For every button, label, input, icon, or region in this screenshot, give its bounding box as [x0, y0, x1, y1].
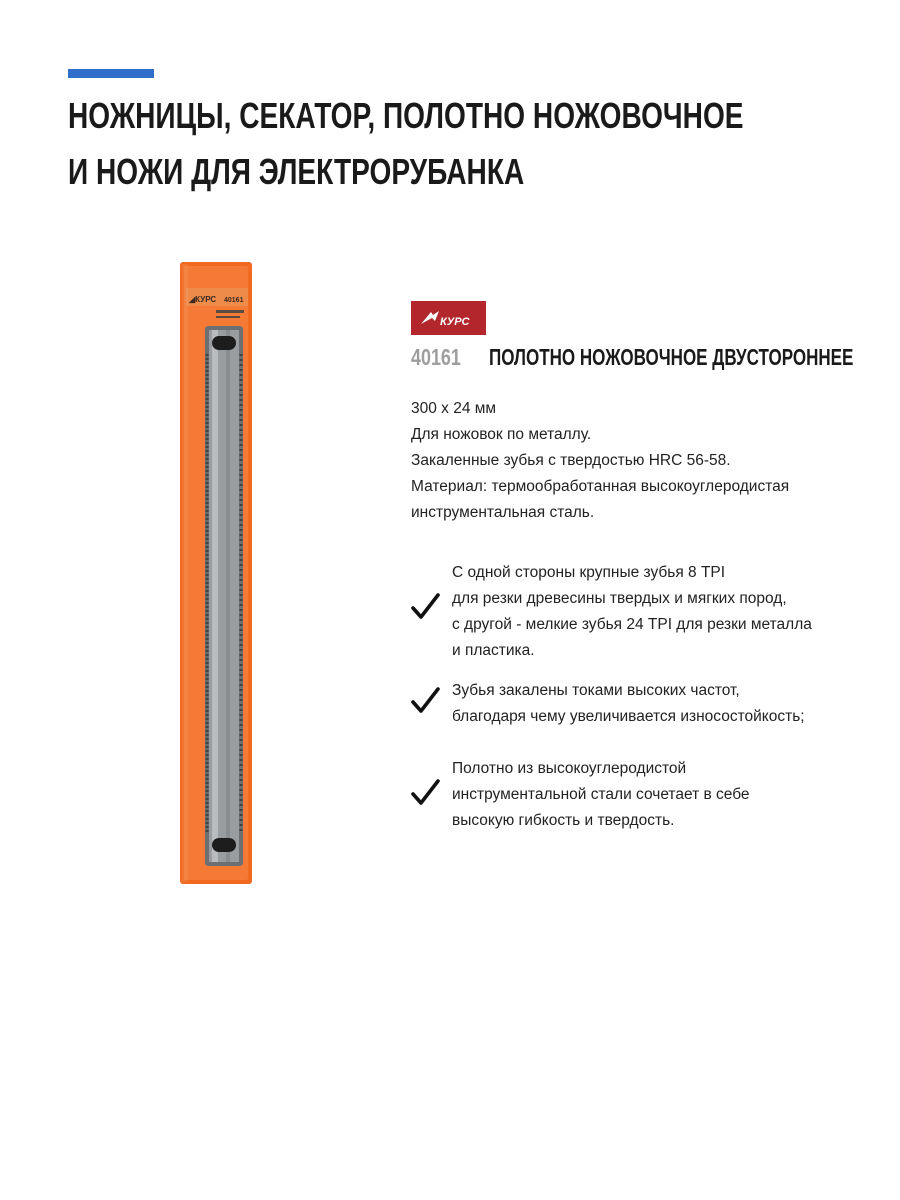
spec-line: Для ножовок по металлу. [411, 426, 592, 443]
page-title [68, 88, 744, 200]
checkmark-icon [410, 778, 440, 808]
feature-text-line: С одной стороны крупные зубья 8 TPI [452, 564, 726, 581]
feature-text-line: для резки древесины твердых и мягких пород, [452, 590, 787, 607]
product-header [411, 344, 900, 374]
feature-text-line: Зубья закалены токами высоких частот, [452, 682, 740, 699]
product-image [176, 258, 260, 888]
feature-text-line: с другой - мелкие зубья 24 TPI для резки металла [452, 616, 812, 633]
page-title-line-1: НОЖНИЦЫ, СЕКАТОР, ПОЛОТНО НОЖОВОЧНОЕ [68, 95, 744, 136]
product-code: 40161 [411, 344, 461, 370]
product-name: ПОЛОТНО НОЖОВОЧНОЕ ДВУСТОРОННЕЕ [489, 344, 854, 370]
feature-text-line: Полотно из высокоуглеродистой [452, 760, 687, 777]
package-logo: ◢КУРС [189, 295, 217, 304]
spec-line: 300 х 24 мм [411, 400, 497, 417]
package-code: 40161 [224, 297, 244, 304]
checkmark-icon [410, 686, 440, 716]
feature-text-line: благодаря чему увеличивается износостойкость; [452, 708, 805, 725]
checkmark-icon [410, 592, 440, 622]
brand-logo [411, 301, 486, 335]
page-title-line-2: И НОЖИ ДЛЯ ЭЛЕКТРОРУБАНКА [68, 151, 525, 192]
spec-line: Материал: термообработанная высокоуглеродистая [411, 478, 790, 495]
feature-text-line: высокую гибкость и твердость. [452, 812, 675, 829]
product-specs [411, 396, 881, 526]
brand-logo-text: КУРС [440, 316, 470, 328]
spec-line: инструментальная сталь. [411, 504, 595, 521]
feature-text-line: и пластика. [452, 642, 535, 659]
spec-line: Закаленные зубья с твердостью HRC 56-58. [411, 452, 731, 469]
feature-text-line: инструментальной стали сочетает в себе [452, 786, 750, 803]
accent-bar [68, 69, 154, 78]
